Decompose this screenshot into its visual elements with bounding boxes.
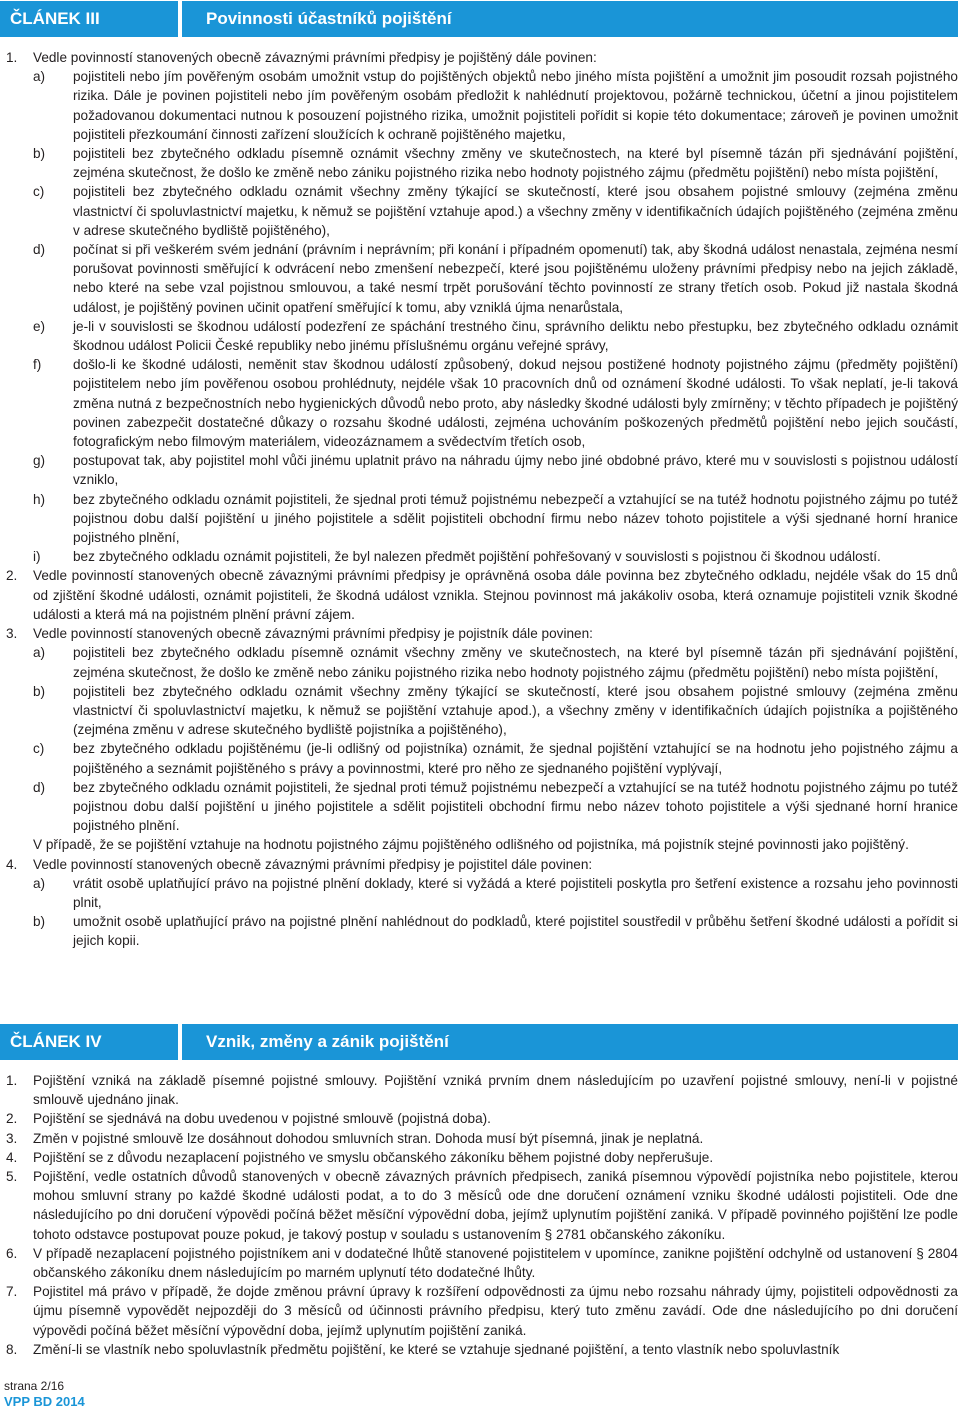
article-title: Vznik, změny a zánik pojištění: [206, 1032, 449, 1051]
paragraph-2: [6, 566, 958, 624]
list-item: [6, 778, 958, 836]
list-item-text: pojistiteli nebo jím pověřeným osobám umožnit vstup do pojištěných objektů nebo jiného místa pojištění a umožnit jim posoudit rozsah pojistného rizika. Dále je povinen pojistiteli nebo jím pověřeným osobám předložit k nahlédnutí projektovou, požárně technickou, účetní a jinou pojistitelem požadovanou dokumentaci nutnou k posouzení pojistného rizika, umožnit pojistiteli pořídit si kopie této dokumentace; zároveň je povinen umožnit pojistiteli přezkoumání činnosti zařízení sloužících k ochraně pojištěného majetku,: [73, 69, 958, 142]
list-item-text: pojistiteli bez zbytečného odkladu oznámit všechny změny týkající se skutečností, které jsou obsahem pojistné smlouvy (zejména změnu vlastnictví či spoluvlastnictví majetku, k němuž se pojištění vztahuje apod.) a všechny změny v identifikačních údajích pojištěného (zejména změnu v adrese skutečného bydliště pojištěného),: [73, 184, 958, 238]
list-item: [6, 144, 958, 182]
list-item-text: bez zbytečného odkladu pojištěnému (je-li odlišný od pojistníka) oznámit, že sjednal pojištění vztahující se na hodnotu jeho pojistného zájmu a pojištěného a seznámit pojištěného s právy a povinnostmi, které pro něho ze sjednaného pojištění vyplývají,: [73, 741, 958, 776]
paragraph-number: 5.: [6, 1169, 18, 1185]
list-item: [6, 182, 958, 240]
paragraph: [6, 1071, 958, 1109]
paragraph-number: 8.: [6, 1341, 18, 1357]
list-item: [6, 643, 958, 681]
document-code: VPP BD 2014: [4, 1394, 85, 1409]
paragraph-text: Vedle povinností stanovených obecně závaznými právními předpisy je pojistitel dále povinen:: [33, 856, 593, 872]
page-number: strana 2/16: [4, 1379, 65, 1393]
list-item: [6, 67, 958, 144]
paragraph-text: Pojištění se z důvodu nezaplacení pojistného ve smyslu občanského zákoníku během pojistné doby nepřerušuje.: [33, 1149, 714, 1165]
list-item-letter: e): [33, 318, 46, 334]
list-item-letter: b): [33, 914, 46, 930]
list-item: [6, 355, 958, 451]
paragraph-3-tail: V případě, že se pojištění vztahuje na hodnotu pojistného zájmu pojištěného odlišného od pojistníka, má pojistník stejné povinnosti jako pojištěný.: [33, 837, 909, 853]
list-item-letter: b): [33, 146, 46, 162]
paragraph-number: 4.: [6, 856, 18, 872]
list-item-text: postupovat tak, aby pojistitel mohl vůči jinému uplatnit právo na náhradu újmy nebo jiné obdobné právo, které mu v souvislosti s pojistnou událostí vzniklo,: [73, 453, 958, 488]
list-item-text: pojistiteli bez zbytečného odkladu písemně oznámit všechny změny ve skutečnostech, na které byl písemně tázán při sjednávání pojištění, zejména skutečnost, že došlo ke změně nebo zániku pojistného rizika nebo hodnoty pojistného zájmu (předmětu pojištění) nebo místa pojištění,: [73, 645, 958, 680]
paragraph: [6, 1167, 958, 1244]
article-title: Povinnosti účastníků pojištění: [206, 9, 452, 28]
paragraph-number: 3.: [6, 626, 18, 642]
paragraph-text: Pojistitel má právo v případě, že dojde změnou právní úpravy k rozšíření odpovědnosti za újmu nebo rozsahu náhrady újmy, pojistiteli odpovědnosti za újmu písemně vypovědět nejpozději do 3 měsíců od účinnosti právního předpisu, který tuto změnu zavádí. Ode dne následujícího po dni doručení výpovědi počíná běžet měsíční výpovědní doba, jejímž uplynutím pojištění zaniká.: [33, 1284, 958, 1338]
article-label-box: [0, 1, 178, 37]
paragraph-number: 1.: [6, 50, 18, 65]
paragraph-1-items: [6, 67, 958, 566]
list-item-letter: i): [33, 549, 41, 565]
paragraph-4-items: [6, 874, 958, 951]
list-item-letter: g): [33, 453, 46, 469]
paragraph-3: [6, 624, 958, 643]
paragraph: [6, 1148, 958, 1167]
list-item: [6, 451, 958, 489]
paragraph-number: 4.: [6, 1149, 18, 1165]
list-item: [6, 490, 958, 548]
list-item-letter: a): [33, 875, 46, 891]
article-label: ČLÁNEK III: [10, 9, 100, 28]
list-item-text: je-li v souvislosti se škodnou událostí podezření ze spáchání trestného činu, správního deliktu nebo přestupku, bez zbytečného odkladu oznámit škodnou událost Policii České republiky nebo jinému příslušnému orgánu veřejné správy,: [73, 318, 958, 354]
paragraph-text: Změní-li se vlastník nebo spoluvlastník předmětu pojištění, ke které se vztahuje sjednané pojištění, a tento vlastník nebo spoluvlastník: [33, 1341, 840, 1357]
paragraph-text: Vedle povinností stanovených obecně závaznými právními předpisy je pojistník dále povinen:: [33, 626, 593, 642]
paragraph-number: 2.: [6, 1111, 18, 1127]
list-item: [6, 874, 958, 912]
list-item-letter: a): [33, 645, 46, 661]
list-item: [6, 682, 958, 740]
article-label-box: [0, 1024, 178, 1060]
paragraph-number: 1.: [6, 1073, 18, 1088]
paragraph-text: Pojištění se sjednává na dobu uvedenou v pojistné smlouvě (pojistná doba).: [33, 1111, 491, 1127]
list-item-text: pojistiteli bez zbytečného odkladu písemně oznámit všechny změny ve skutečnostech, na které byl písemně tázán při sjednávání pojištění, zejména skutečnost, že došlo ke změně nebo zániku pojistného rizika nebo hodnoty pojistného zájmu (předmětu pojištění) nebo místa pojištění,: [73, 146, 958, 181]
list-item-text: umožnit osobě uplatňující právo na pojistné plnění nahlédnout do podkladů, které pojistitel soustředil v průběhu šetření škodné události a pořídit si jejich kopii.: [73, 914, 958, 949]
list-item: [6, 739, 958, 777]
article-3-banner: [0, 1, 960, 37]
list-item-letter: b): [33, 683, 46, 699]
paragraph-text: Pojištění, vedle ostatních důvodů stanovených v obecně závazných právních předpisech, zaniká písemnou výpovědí pojistníka nebo pojistitele, kterou mohou smluvní strany po každé škodné události podat, a to do 3 měsíců ode dne doručení oznámení vzniku škodné události pojistiteli. Ode dne následujícího po dni doručení výpovědi počíná běžet měsíční výpovědní doba, jejímž uplynutím pojištění zaniká. V případě povinného pojištění lze podle tohoto odstavce postupovat pouze pokud, je takový postup v souladu s ustanovením § 2781 občanského zákoníku.: [33, 1169, 958, 1242]
list-item-letter: d): [33, 779, 46, 795]
list-item-text: došlo-li ke škodné události, neměnit stav škodnou událostí způsobený, dokud nejsou postižené hodnoty pojistného zájmu (předměty pojištění) pojistitelem nebo jím pověřenou osobou prohlédnuty, nejdéle však 10 pracovních dnů od oznámení škodné události. To však neplatí, je-li taková změna nutná z bezpečnostních nebo hygienických důvodů nebo proto, aby následky škodné události byly zmírněny; v těchto případech je pojištěný povinen zabezpečit dostatečné důkazy o rozsahu škodné události, zejména uchováním poškozených předmětů pojištění nebo jejich součástí, fotografickým nebo filmovým materiálem, videozáznamem a svědectvím třetích osob,: [73, 357, 958, 450]
paragraph-text: V případě nezaplacení pojistného pojistníkem ani v dodatečné lhůtě stanovené pojistitelem v upomínce, zanikne pojištění odchylně od ustanovení § 2804 občanského zákoníku dnem následujícím po marném uplynutí této dodatečné lhůty.: [33, 1245, 958, 1281]
list-item-letter: c): [33, 184, 45, 200]
list-item-text: bez zbytečného odkladu oznámit pojistiteli, že byl nalezen předmět pojištění pohřešovaný v souvislosti s pojistnou či škodnou událostí.: [73, 549, 881, 565]
list-item: [6, 317, 958, 355]
article-title-box: [182, 1024, 958, 1060]
list-item-letter: f): [33, 357, 42, 373]
paragraph-4: [6, 855, 958, 874]
paragraph: [6, 1244, 958, 1282]
paragraph-number: 6.: [6, 1245, 18, 1261]
list-item-text: bez zbytečného odkladu oznámit pojistiteli, že sjednal proti témuž pojistnému nebezpečí a vztahující se na tutéž hodnotu pojistného zájmu po tutéž pojistnou dobu další pojištění u jiného pojistitele a sdělit pojistiteli obchodní firmu nebo název tohoto pojistitele a výši sjednané horní hranice pojistného plnění,: [73, 491, 958, 546]
paragraph-number: 3.: [6, 1130, 18, 1146]
paragraph: [6, 1340, 958, 1359]
paragraph-text: Vedle povinností stanovených obecně závaznými právními předpisy je pojištěný dále povinen:: [33, 50, 597, 65]
list-item-text: počínat si při veškerém svém jednání (právním i neprávním; při konání i případném opomenutí) tak, aby škodná událost nenastala, zejména nesmí porušovat povinnosti směřující k odvrácení nebo zmenšení nebezpečí, které jsou pojištěnému uloženy právními předpisy nebo na jejich základě, nebo které na sebe vzal pojistnou smlouvou, a také nesmí trpět porušování těchto povinností ze strany třetích osob. Pokud již nastala škodná událost, je pojištěný povinen učinit opatření směřující k tomu, aby vzniklá újma nenarůstala,: [73, 242, 958, 315]
list-item-text: vrátit osobě uplatňující právo na pojistné plnění doklady, které si vyžádá a které pojistiteli poskytla pro šetření existence a rozsahu jeho povinnosti plnit,: [73, 875, 958, 910]
article-3-body: [6, 48, 958, 951]
list-item-text: pojistiteli bez zbytečného odkladu oznámit všechny změny týkající se skutečností, které jsou obsahem pojistné smlouvy (zejména změnu vlastnictví či spoluvlastnictví majetku, k němuž se pojištění vztahuje apod.), a všechny změny v identifikačních údajích pojistníka a pojištěného (zejména změnu v adrese skutečného bydliště pojistníka a pojištěného),: [73, 683, 958, 738]
article-title-box: [182, 1, 958, 37]
article-label: ČLÁNEK IV: [10, 1032, 102, 1051]
paragraph: [6, 1282, 958, 1340]
list-item: [6, 547, 958, 566]
article-4-body: [6, 1071, 958, 1359]
paragraph-text: Pojištění vzniká na základě písemné pojistné smlouvy. Pojištění vzniká prvním dnem následujícím po uzavření pojistné smlouvy, není-li v pojistné smlouvě ujednáno jinak.: [33, 1073, 958, 1108]
list-item-letter: d): [33, 242, 46, 258]
paragraph: [6, 1109, 958, 1128]
paragraph-text: Vedle povinností stanovených obecně závaznými právními předpisy je oprávněná osoba dále povinna bez zbytečného odkladu, nejdéle však do 15 dnů od zjištění škodné události, oznámit pojistiteli, že škodná událost vznikla. Stejnou povinnost má jakákoliv osoba, která oznamuje pojistiteli vznik škodné události a která má na pojistném plnění právní zájem.: [33, 568, 958, 622]
list-item: [6, 240, 958, 317]
paragraph-3-items: [6, 643, 958, 835]
list-item-letter: h): [33, 491, 46, 507]
article-4-banner: [0, 1024, 960, 1060]
list-item-letter: a): [33, 69, 46, 85]
paragraph-number: 2.: [6, 568, 18, 584]
paragraph: [6, 1129, 958, 1148]
list-item-text: bez zbytečného odkladu oznámit pojistiteli, že sjednal proti témuž pojistnému nebezpečí a vztahující se na tutéž hodnotu pojistného zájmu po tutéž pojistnou dobu další pojištění u jiného pojistitele a sdělit pojistiteli obchodní firmu nebo název tohoto pojistitele a výši sjednané horní hranice pojistného plnění.: [73, 779, 958, 834]
list-item-letter: c): [33, 741, 45, 757]
list-item: [6, 912, 958, 950]
page-footer: [4, 1378, 85, 1410]
paragraph-number: 7.: [6, 1284, 18, 1300]
paragraph-text: Změn v pojistné smlouvě lze dosáhnout dohodou smluvních stran. Dohoda musí být písemná, jinak je neplatná.: [33, 1130, 704, 1146]
paragraph-1: [6, 48, 958, 67]
